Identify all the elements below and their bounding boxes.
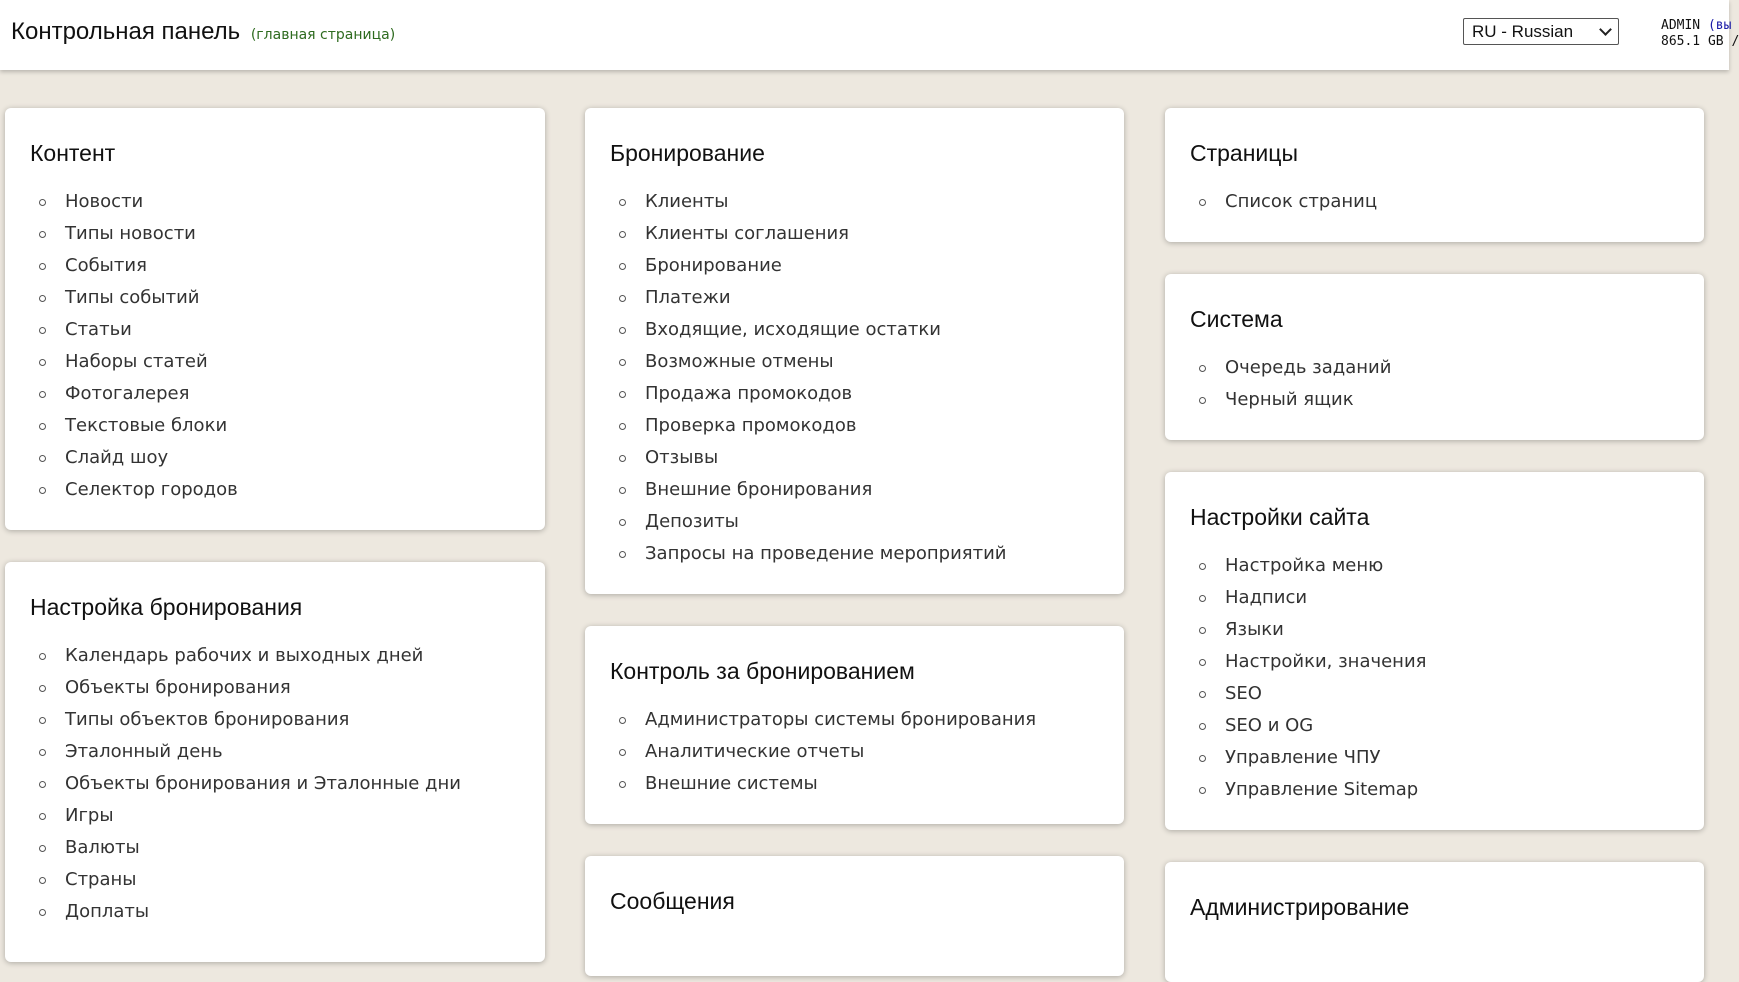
menu-item-possible-cancellations[interactable]: Возможные отмены [615, 346, 1007, 378]
bullet-icon [619, 455, 626, 462]
menu-item-objects-and-days[interactable]: Объекты бронирования и Эталонные дни [35, 768, 461, 800]
menu-item-event-types[interactable]: Типы событий [35, 282, 238, 314]
menu-item-reference-day[interactable]: Эталонный день [35, 736, 461, 768]
menu-item-text-blocks[interactable]: Текстовые блоки [35, 410, 238, 442]
menu-item-countries[interactable]: Страны [35, 864, 461, 896]
language-select[interactable] [1463, 18, 1619, 45]
menu-item-client-agreements[interactable]: Клиенты соглашения [615, 218, 1007, 250]
card-administration [1165, 862, 1704, 982]
card-list [615, 704, 1036, 800]
menu-item-slideshow[interactable]: Слайд шоу [35, 442, 238, 474]
card-title: Настройка бронирования [30, 594, 303, 620]
bullet-icon [39, 781, 46, 788]
menu-item-event-requests[interactable]: Запросы на проведение мероприятий [615, 538, 1007, 570]
bullet-icon [39, 749, 46, 756]
top-bar [0, 0, 1739, 70]
bullet-icon [39, 845, 46, 852]
menu-item-photo-gallery[interactable]: Фотогалерея [35, 378, 238, 410]
bullet-icon [619, 359, 626, 366]
page-title [11, 18, 395, 46]
bullet-icon [1199, 787, 1206, 794]
bullet-icon [39, 231, 46, 238]
card-booking-control [585, 626, 1124, 824]
menu-item-deposits[interactable]: Депозиты [615, 506, 1007, 538]
bullet-icon [1199, 397, 1206, 404]
menu-item-external-bookings[interactable]: Внешние бронирования [615, 474, 1007, 506]
card-title: Страницы [1190, 140, 1298, 166]
menu-item-clients[interactable]: Клиенты [615, 186, 1007, 218]
card-list [1195, 352, 1391, 416]
card-title: Настройки сайта [1190, 504, 1370, 530]
bullet-icon [619, 487, 626, 494]
bullet-icon [619, 391, 626, 398]
language-select-value: RU - Russian [1472, 22, 1574, 41]
bullet-icon [1199, 365, 1206, 372]
bullet-icon [619, 717, 626, 724]
menu-item-black-box[interactable]: Черный ящик [1195, 384, 1391, 416]
bullet-icon [619, 781, 626, 788]
card-content [5, 108, 545, 530]
menu-item-menu-settings[interactable]: Настройка меню [1195, 550, 1426, 582]
bullet-icon [39, 263, 46, 270]
card-title: Контроль за бронированием [610, 658, 915, 684]
menu-item-payments[interactable]: Платежи [615, 282, 1007, 314]
bullet-icon [619, 551, 626, 558]
bullet-icon [39, 327, 46, 334]
card-list [1195, 186, 1377, 218]
bullet-icon [1199, 755, 1206, 762]
menu-item-external-systems[interactable]: Внешние системы [615, 768, 1036, 800]
bullet-icon [1199, 595, 1206, 602]
menu-item-booking-admins[interactable]: Администраторы системы бронирования [615, 704, 1036, 736]
bullet-icon [39, 423, 46, 430]
bullet-icon [39, 487, 46, 494]
card-booking [585, 108, 1124, 594]
bullet-icon [39, 813, 46, 820]
bullet-icon [39, 455, 46, 462]
menu-item-friendly-urls[interactable]: Управление ЧПУ [1195, 742, 1426, 774]
menu-item-events[interactable]: События [35, 250, 238, 282]
bullet-icon [1199, 691, 1206, 698]
menu-item-news[interactable]: Новости [35, 186, 238, 218]
bullet-icon [619, 423, 626, 430]
card-booking-settings [5, 562, 545, 962]
menu-item-seo-og[interactable]: SEO и OG [1195, 710, 1426, 742]
user-name: ADMIN [1661, 18, 1701, 33]
menu-item-surcharges[interactable]: Доплаты [35, 896, 461, 928]
menu-item-seo[interactable]: SEO [1195, 678, 1426, 710]
bullet-icon [1199, 199, 1206, 206]
card-list [35, 186, 238, 506]
bullet-icon [39, 685, 46, 692]
menu-item-job-queue[interactable]: Очередь заданий [1195, 352, 1391, 384]
bullet-icon [1199, 659, 1206, 666]
user-info [1661, 18, 1739, 50]
card-messages [585, 856, 1124, 976]
card-title: Сообщения [610, 888, 735, 914]
bullet-icon [619, 263, 626, 270]
menu-item-promo-sales[interactable]: Продажа промокодов [615, 378, 1007, 410]
bullet-icon [619, 231, 626, 238]
menu-item-calendar[interactable]: Календарь рабочих и выходных дней [35, 640, 461, 672]
card-title: Администрирование [1190, 894, 1410, 920]
card-site-settings [1165, 472, 1704, 830]
card-list [1195, 550, 1426, 806]
menu-item-balances[interactable]: Входящие, исходящие остатки [615, 314, 1007, 346]
menu-item-promo-check[interactable]: Проверка промокодов [615, 410, 1007, 442]
bullet-icon [39, 391, 46, 398]
bullet-icon [1199, 723, 1206, 730]
menu-item-page-list[interactable]: Список страниц [1195, 186, 1377, 218]
menu-item-booking-object-types[interactable]: Типы объектов бронирования [35, 704, 461, 736]
bullet-icon [619, 327, 626, 334]
bullet-icon [39, 199, 46, 206]
bullet-icon [39, 909, 46, 916]
menu-item-bookings[interactable]: Бронирование [615, 250, 1007, 282]
bullet-icon [619, 749, 626, 756]
bullet-icon [619, 295, 626, 302]
menu-item-city-selector[interactable]: Селектор городов [35, 474, 238, 506]
bullet-icon [39, 877, 46, 884]
logout-link[interactable]: (вы [1707, 18, 1732, 33]
menu-item-reviews[interactable]: Отзывы [615, 442, 1007, 474]
bullet-icon [39, 359, 46, 366]
menu-item-article-sets[interactable]: Наборы статей [35, 346, 238, 378]
bullet-icon [619, 199, 626, 206]
card-title: Контент [30, 140, 116, 166]
menu-item-games[interactable]: Игры [35, 800, 461, 832]
card-system [1165, 274, 1704, 440]
menu-item-sitemap[interactable]: Управление Sitemap [1195, 774, 1426, 806]
menu-item-currencies[interactable]: Валюты [35, 832, 461, 864]
bullet-icon [39, 717, 46, 724]
page-title-text: Контрольная панель [11, 18, 241, 45]
menu-item-articles[interactable]: Статьи [35, 314, 238, 346]
page-subtitle: (главная страница) [250, 27, 396, 43]
menu-item-booking-objects[interactable]: Объекты бронирования [35, 672, 461, 704]
card-list [615, 186, 1007, 570]
menu-item-labels[interactable]: Надписи [1195, 582, 1426, 614]
bullet-icon [39, 653, 46, 660]
bullet-icon [39, 295, 46, 302]
card-list [35, 640, 461, 928]
bullet-icon [1199, 627, 1206, 634]
bullet-icon [619, 519, 626, 526]
card-title: Бронирование [610, 140, 765, 166]
card-title: Система [1190, 306, 1283, 332]
card-pages [1165, 108, 1704, 242]
menu-item-settings-values[interactable]: Настройки, значения [1195, 646, 1426, 678]
bullet-icon [1199, 563, 1206, 570]
disk-usage: 865.1 GB / [1661, 34, 1739, 49]
menu-item-languages[interactable]: Языки [1195, 614, 1426, 646]
menu-item-analytics[interactable]: Аналитические отчеты [615, 736, 1036, 768]
menu-item-news-types[interactable]: Типы новости [35, 218, 238, 250]
chevron-down-icon [1599, 23, 1612, 36]
